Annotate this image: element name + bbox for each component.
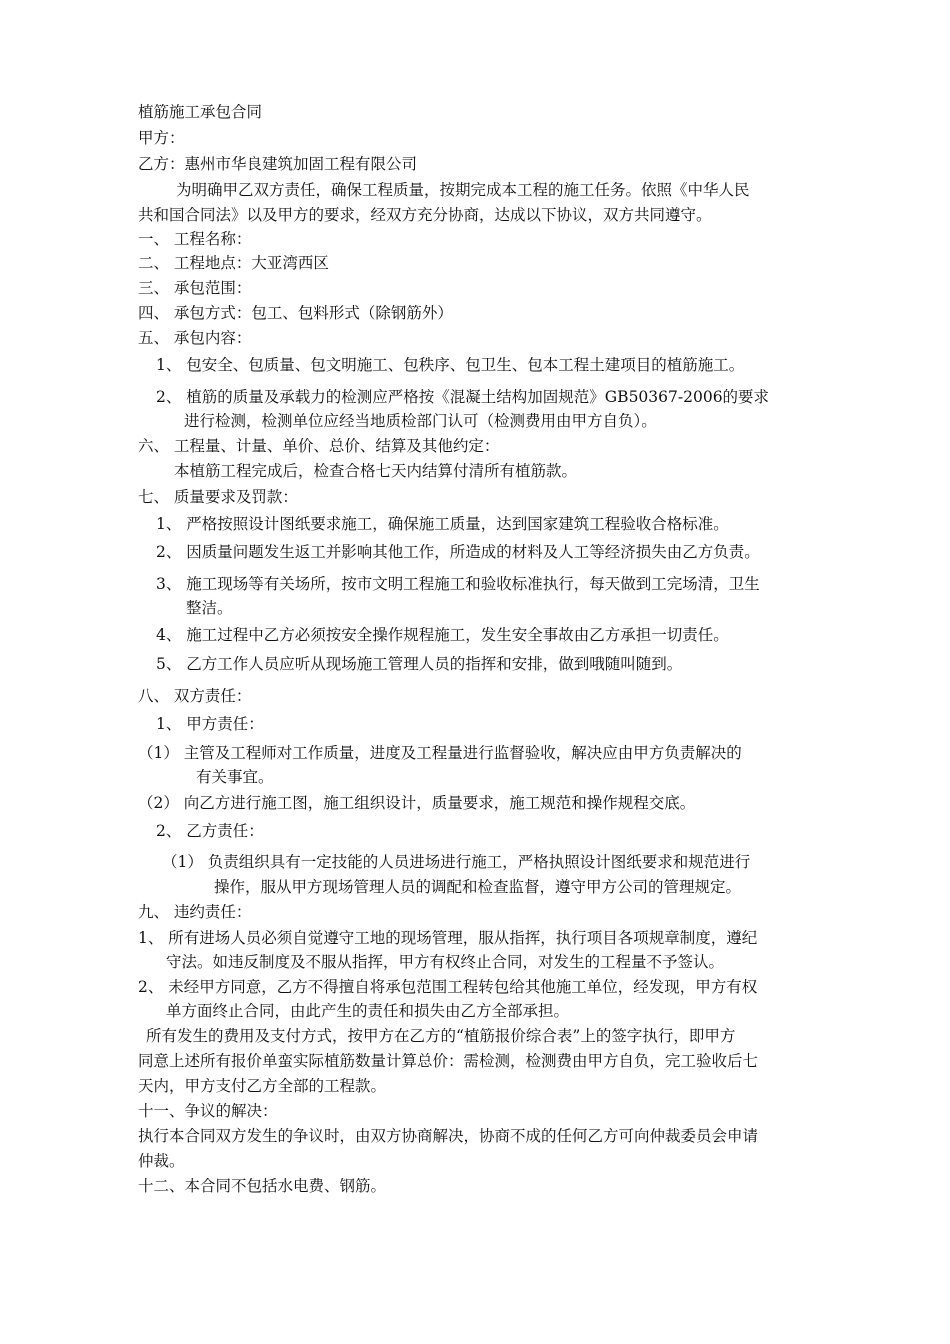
section-11-dispute: 十一、争议的解决： xyxy=(138,1102,278,1120)
section-5-item-2-line-1: 2、 植筋的质量及承载力的检测应严格按《混凝土结构加固规范》GB50367-2006的要求 xyxy=(156,388,770,406)
section-8-party-a-item-1-line-2: 有关事宜。 xyxy=(196,768,274,786)
party-a-line: 甲方： xyxy=(138,129,185,147)
section-12-exclusions: 十二、本合同不包括水电费、钢筋。 xyxy=(138,1177,387,1195)
section-4-contract-method: 四、 承包方式：包工、包料形式（除钢筋外） xyxy=(138,304,453,322)
section-11-line-1: 执行本合同双方发生的争议时，由双方协商解决，协商不成的任何乙方可向仲裁委员会申请 xyxy=(138,1127,759,1145)
section-7-item-2: 2、 因质量问题发生返工并影响其他工作，所造成的材料及人工等经济损失由乙方负责。 xyxy=(156,543,760,561)
section-5-item-2-line-2: 进行检测，检测单位应经当地质检部门认可（检测费用由甲方自负）。 xyxy=(184,412,657,430)
section-8-party-b-item-1-line-1: （1） 负责组织具有一定技能的人员进场进行施工，严格执照设计图纸要求和规范进行 xyxy=(162,853,751,871)
section-5-item-1: 1、 包安全、包质量、包文明施工、包秩序、包卫生、包本工程土建项目的植筋施工。 xyxy=(156,356,745,374)
party-b-line: 乙方：惠州市华良建筑加固工程有限公司 xyxy=(138,155,418,173)
section-7-item-5: 5、 乙方工作人员应听从现场施工管理人员的指挥和安排，做到哦随叫随到。 xyxy=(156,655,683,673)
section-8-party-a-item-1-line-1: （1） 主管及工程师对工作质量，进度及工程量进行监督验收，解决应由甲方负责解决的 xyxy=(138,744,742,762)
intro-line-2: 共和国合同法》以及甲方的要求，经双方充分协商，达成以下协议，双方共同遵守。 xyxy=(138,206,712,224)
section-9-item-2-line-1: 2、 未经甲方同意，乙方不得擅自将承包范围工程转包给其他施工单位，经发现，甲方有权 xyxy=(138,978,758,996)
section-9-item-1-line-1: 1、 所有进场人员必须自觉遵守工地的现场管理，服从指挥，执行项目各项规章制度，遵纪 xyxy=(138,929,758,947)
section-8-responsibilities: 八、 双方责任： xyxy=(138,687,252,705)
section-10-line-2: 同意上述所有报价单蛮实际植筋数量计算总价：需检测，检测费由甲方自负，完工验收后七 xyxy=(138,1052,759,1070)
section-5-contract-content: 五、 承包内容： xyxy=(138,329,252,347)
section-9-breach: 九、 违约责任： xyxy=(138,903,252,921)
section-11-line-2: 仲裁。 xyxy=(138,1152,185,1170)
section-7-item-3-line-2: 整洁。 xyxy=(186,599,233,617)
section-2-project-location: 二、 工程地点：大亚湾西区 xyxy=(138,254,329,272)
section-6-quantities: 六、 工程量、计量、单价、总价、结算及其他约定： xyxy=(138,437,500,455)
section-7-quality: 七、 质量要求及罚款： xyxy=(138,488,298,506)
section-3-contract-scope: 三、 承包范围： xyxy=(138,279,252,297)
section-8-party-a-heading: 1、 甲方责任： xyxy=(156,715,264,733)
section-7-item-3-line-1: 3、 施工现场等有关场所，按市文明工程施工和验收标准执行，每天做到工完场清，卫生 xyxy=(156,575,760,593)
section-9-item-1-line-2: 守法。如违反制度及不服从指挥，甲方有权终止合同，对发生的工程量不予签认。 xyxy=(166,953,725,971)
section-8-party-a-item-2: （2） 向乙方进行施工图，施工组织设计，质量要求，施工规范和操作规程交底。 xyxy=(138,794,696,812)
section-10-line-3: 天内，甲方支付乙方全部的工程款。 xyxy=(138,1077,387,1095)
section-8-party-b-item-1-line-2: 操作，服从甲方现场管理人员的调配和检查监督，遵守甲方公司的管理规定。 xyxy=(214,878,742,896)
section-1-project-name: 一、 工程名称： xyxy=(138,230,252,248)
section-6-text: 本植筋工程完成后，检查合格七天内结算付清所有植筋款。 xyxy=(174,462,578,480)
section-9-item-2-line-2: 单方面终止合同，由此产生的责任和损失由乙方全部承担。 xyxy=(166,1002,570,1020)
section-7-item-4: 4、 施工过程中乙方必须按安全操作规程施工，发生安全事故由乙方承担一切责任。 xyxy=(156,626,729,644)
section-8-party-b-heading: 2、 乙方责任： xyxy=(156,822,264,840)
section-7-item-1: 1、 严格按照设计图纸要求施工，确保施工质量，达到国家建筑工程验收合格标准。 xyxy=(156,515,729,533)
section-10-line-1: 所有发生的费用及支付方式，按甲方在乙方的“植筋报价综合表”上的签字执行，即甲方 xyxy=(146,1027,736,1045)
document-title: 植筋施工承包合同 xyxy=(138,103,263,121)
intro-line-1: 为明确甲乙双方责任，确保工程质量，按期完成本工程的施工任务。依照《中华人民 xyxy=(176,181,750,199)
